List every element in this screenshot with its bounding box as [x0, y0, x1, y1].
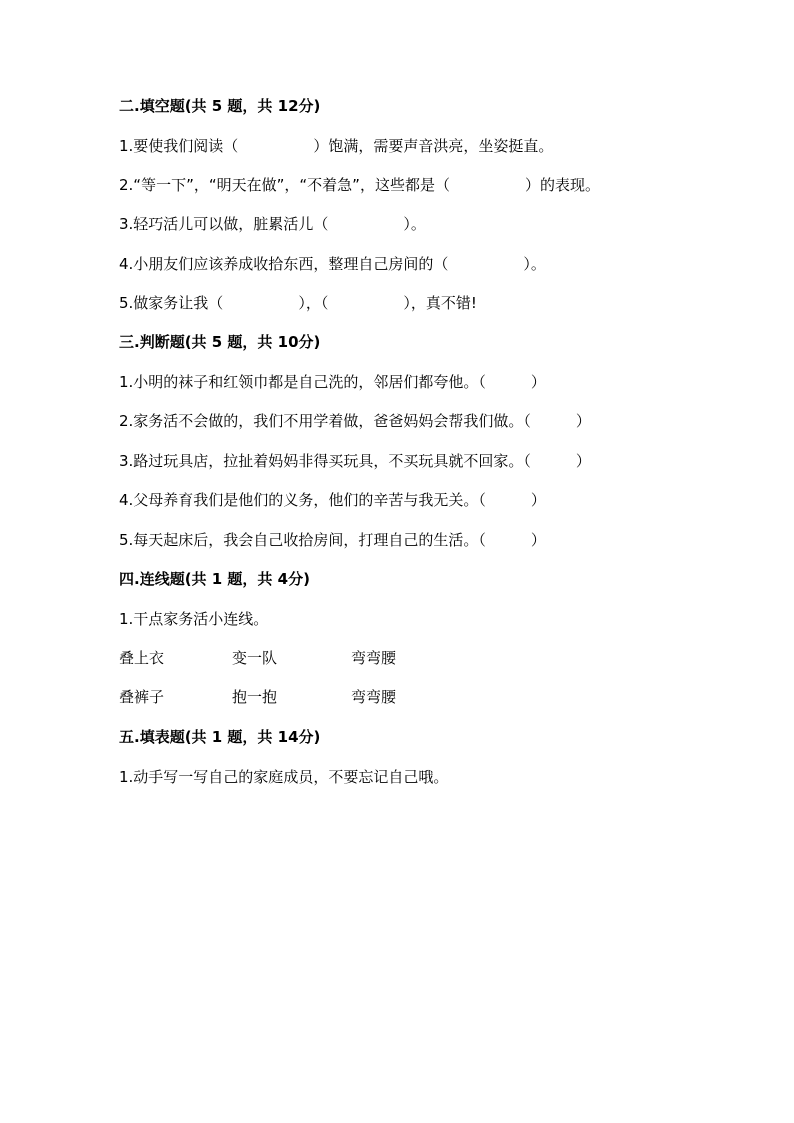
question-item: 4.父母养育我们是他们的义务，他们的辛苦与我无关。（ ）: [119, 491, 546, 509]
question-item: 1.动手写一写自己的家庭成员，不要忘记自己哦。: [119, 768, 449, 786]
question-item: 5.每天起床后，我会自己收拾房间，打理自己的生活。（ ）: [119, 531, 546, 549]
matching-middle-item: 变一队: [232, 649, 278, 667]
section-heading-table-fill: 五.填表题(共 1 题，共 14分): [119, 728, 321, 746]
matching-left-item: 叠上衣: [119, 649, 165, 667]
question-item: 1.小明的袜子和红领巾都是自己洗的，邻居们都夸他。（ ）: [119, 373, 546, 391]
question-item: 5.做家务让我（ ），（ ），真不错!: [119, 294, 477, 312]
question-item: 2.“等一下”，“明天在做”，“不着急”，这些都是（ ）的表现。: [119, 176, 600, 194]
section-heading-true-false: 三.判断题(共 5 题，共 10分): [119, 333, 321, 351]
matching-right-item: 弯弯腰: [351, 688, 397, 706]
matching-middle-item: 抱一抱: [232, 688, 278, 706]
question-item: 4.小朋友们应该养成收拾东西，整理自己房间的（ ）。: [119, 255, 546, 273]
question-item: 3.轻巧活儿可以做，脏累活儿（ ）。: [119, 215, 426, 233]
question-item: 2.家务活不会做的，我们不用学着做，爸爸妈妈会帮我们做。（ ）: [119, 412, 591, 430]
question-item: 1.干点家务活小连线。: [119, 610, 269, 628]
section-heading-matching: 四.连线题(共 1 题，共 4分): [119, 570, 310, 588]
matching-left-item: 叠裤子: [119, 688, 165, 706]
section-heading-fill-blank: 二.填空题(共 5 题，共 12分): [119, 97, 321, 115]
question-item: 1.要使我们阅读（ ）饱满，需要声音洪亮，坐姿挺直。: [119, 137, 554, 155]
question-item: 3.路过玩具店，拉扯着妈妈非得买玩具，不买玩具就不回家。（ ）: [119, 452, 591, 470]
matching-right-item: 弯弯腰: [351, 649, 397, 667]
